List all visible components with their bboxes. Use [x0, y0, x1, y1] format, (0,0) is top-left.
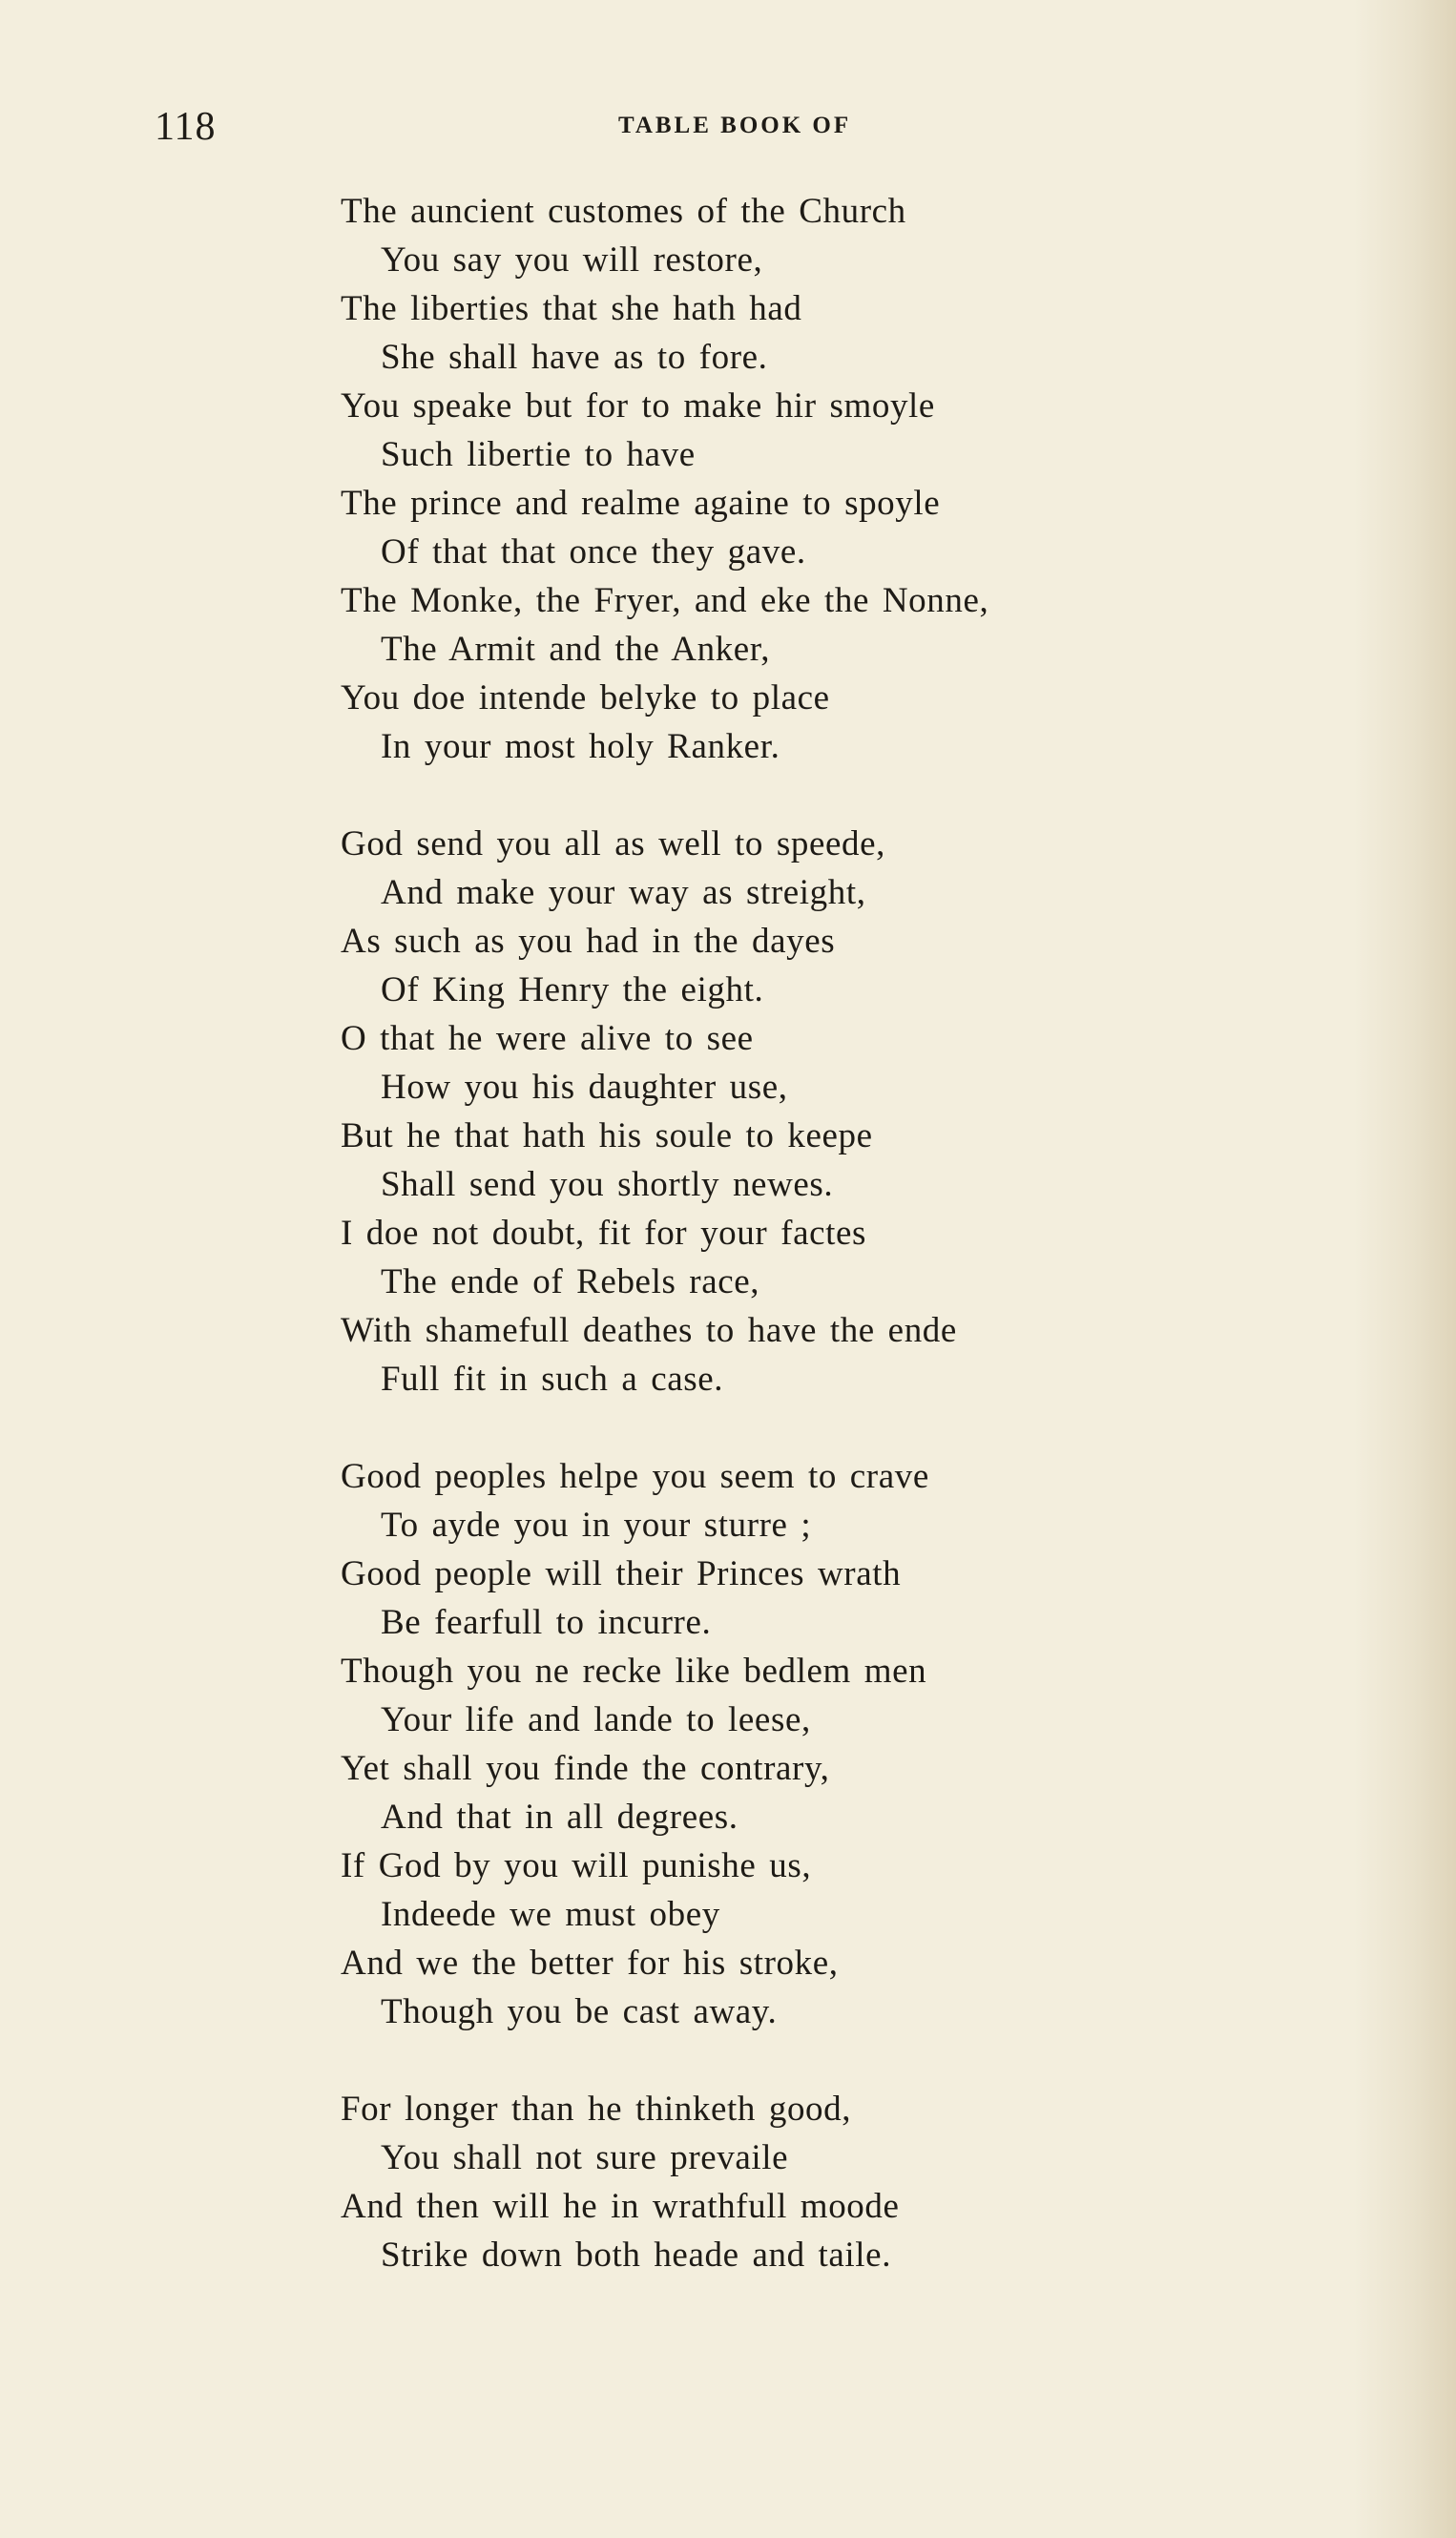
verse-line: With shamefull deathes to have the ende [341, 1311, 957, 1350]
verse-line: And make your way as streight, [381, 873, 866, 912]
stanza [341, 2085, 1342, 2279]
verse-line: And we the better for his stroke, [341, 1944, 839, 1983]
verse-line: For longer than he thinketh good, [341, 2090, 852, 2129]
verse-line: To ayde you in your sturre ; [381, 1506, 812, 1545]
verse-line: Though you be cast away. [381, 1992, 778, 2031]
verse-line: God send you all as well to speede, [341, 824, 885, 863]
verse-line: The Armit and the Anker, [381, 630, 771, 669]
stanza [341, 820, 1342, 1404]
verse-line: The liberties that she hath had [341, 289, 802, 328]
verse-line: Good peoples helpe you seem to crave [341, 1457, 929, 1496]
verse-line: O that he were alive to see [341, 1019, 754, 1058]
verse-line: You speake but for to make hir smoyle [341, 386, 935, 426]
verse-line: Yet shall you finde the contrary, [341, 1749, 830, 1788]
verse-line: How you his daughter use, [381, 1068, 788, 1107]
verse-line: Shall send you shortly newes. [381, 1165, 834, 1204]
poem [341, 187, 1342, 2279]
verse-line: You say you will restore, [381, 240, 763, 280]
stanza [341, 187, 1342, 771]
verse-line: Strike down both heade and taile. [381, 2236, 892, 2275]
verse-line: Be fearfull to incurre. [381, 1603, 712, 1642]
verse-line: Though you ne recke like bedlem men [341, 1652, 927, 1691]
verse-line: In your most holy Ranker. [381, 727, 780, 766]
running-head: TABLE BOOK OF [618, 113, 852, 138]
verse-line: Of King Henry the eight. [381, 970, 764, 1009]
verse-line: The Monke, the Fryer, and eke the Nonne, [341, 581, 989, 620]
verse-line: Indeede we must obey [381, 1895, 720, 1934]
verse-line: As such as you had in the dayes [341, 922, 836, 961]
page-number: 118 [155, 105, 217, 149]
verse-line: But he that hath his soule to keepe [341, 1116, 873, 1155]
verse-line: And then will he in wrathfull moode [341, 2187, 900, 2226]
verse-line: And that in all degrees. [381, 1798, 738, 1837]
verse-line: The prince and realme againe to spoyle [341, 484, 941, 523]
verse-line: You doe intende belyke to place [341, 678, 830, 718]
verse-line: I doe not doubt, fit for your factes [341, 1214, 867, 1253]
verse-line: If God by you will punishe us, [341, 1846, 812, 1885]
verse-line: The ende of Rebels race, [381, 1262, 760, 1301]
verse-line: Good people will their Princes wrath [341, 1554, 902, 1593]
verse-line: The auncient customes of the Church [341, 192, 906, 231]
verse-line: You shall not sure prevaile [381, 2138, 789, 2177]
verse-line: Full fit in such a case. [381, 1360, 724, 1399]
verse-line: Such libertie to have [381, 435, 696, 474]
stanza [341, 1452, 1342, 2036]
verse-line: Of that that once they gave. [381, 532, 806, 572]
verse-line: She shall have as to fore. [381, 338, 768, 377]
verse-line: Your life and lande to leese, [381, 1700, 811, 1739]
